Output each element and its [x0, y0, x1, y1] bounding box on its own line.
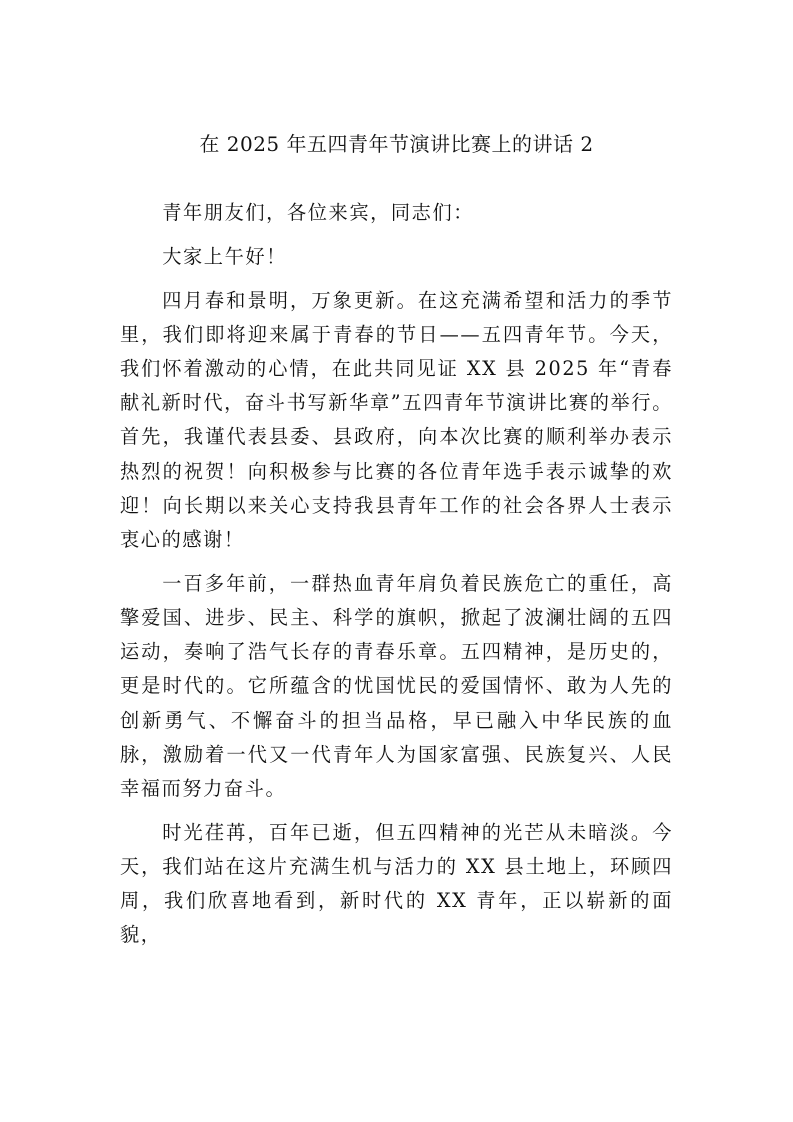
document-body	[120, 196, 673, 962]
paragraph: 时光荏苒，百年已逝，但五四精神的光芒从未暗淡。今天，我们站在这片充满生机与活力的 XX 县土地上，环顾四周，我们欣喜地看到，新时代的 XX 青年，正以崭新的面貌，	[120, 820, 673, 947]
paragraph: 四月春和景明，万象更新。在这充满希望和活力的季节里，我们即将迎来属于青春的节日——五四青年节。今天，我们怀着激动的心情，在此共同见证 XX 县 2025 年“青春献礼新时代，奋斗书写新华章”五四青年节演讲比赛的举行。首先，我谨代表县委、县政府，向本次比赛的顺利举办表示热烈的祝贺！向积极参与比赛的各位青年选手表示诚挚的欢迎！向长期以来关心支持我县青年工作的社会各界人士表示衷心的感谢！	[120, 288, 673, 552]
greeting: 大家上午好！	[162, 244, 287, 268]
document-title: 在 2025 年五四青年节演讲比赛上的讲话 2	[199, 132, 594, 156]
paragraph: 一百多年前，一群热血青年肩负着民族危亡的重任，高擎爱国、进步、民主、科学的旗帜，掀起了波澜壮阔的五四运动，奏响了浩气长存的青春乐章。五四精神，是历史的，更是时代的。它所蕴含的忧国忧民的爱国情怀、敢为人先的创新勇气、不懈奋斗的担当品格，早已融入中华民族的血脉，激励着一代又一代青年人为国家富强、民族复兴、人民幸福而努力奋斗。	[120, 571, 673, 801]
salutation: 青年朋友们，各位来宾，同志们：	[162, 201, 475, 224]
